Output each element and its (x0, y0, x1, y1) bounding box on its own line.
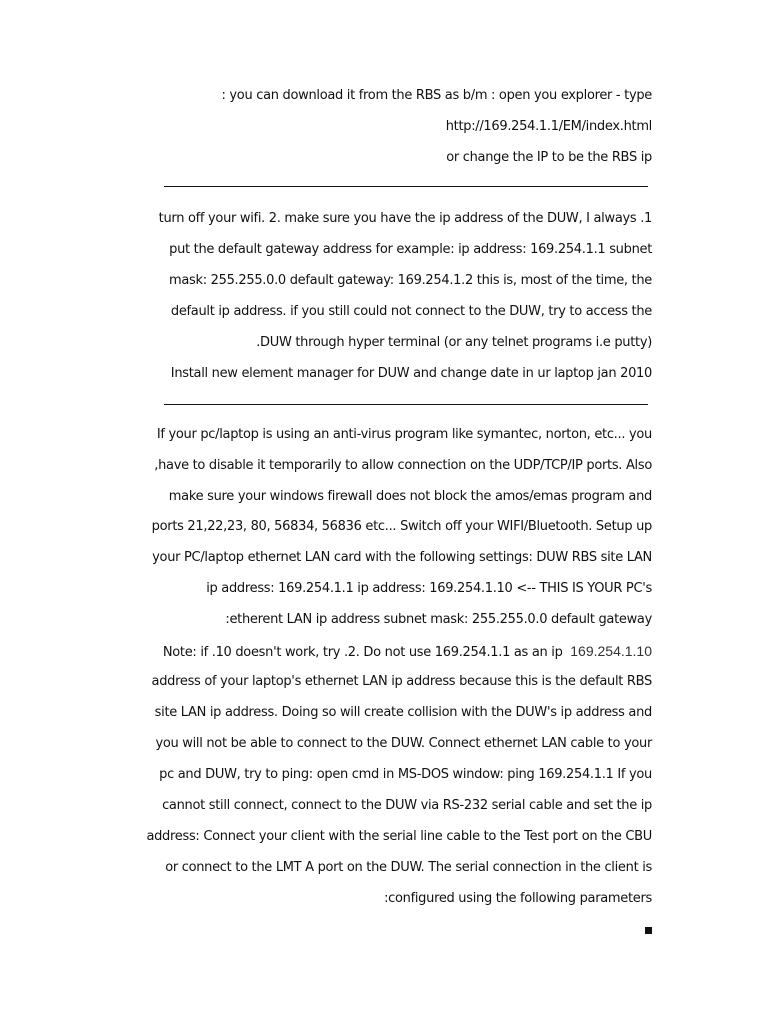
section3-line8 (163, 643, 652, 661)
section2-line4: default ip address. if you still could not connect to the DUW, try to access the (170, 304, 652, 319)
section3-line9: address of your laptop's ethernet LAN ip address because this is the default RBS (151, 674, 652, 689)
separator-rule (164, 404, 648, 405)
section3-line12: pc and DUW, try to ping: open cmd in MS-DOS window: ping 169.254.1.1 If you (159, 767, 652, 782)
section3-line15: or connect to the LMT A port on the DUW. The serial connection in the client is (165, 860, 652, 875)
section3-line5: your PC/laptop ethernet LAN card with the following settings: DUW RBS site LAN (152, 550, 652, 565)
section3-line8-text: Note: if .10 doesn't work, try .2. Do not use 169.254.1.1 as an ip (162, 645, 563, 660)
section1-line1: : you can download it from the RBS as b/m : open you explorer - type (221, 88, 652, 103)
section2-line5: .DUW through hyper terminal (or any telnet programs i.e putty) (256, 335, 652, 350)
section1-line3: or change the IP to be the RBS ip (446, 150, 652, 165)
section3-line14: address: Connect your client with the serial line cable to the Test port on the CBU (146, 829, 652, 844)
separator-rule (164, 186, 648, 187)
section3-line6: ip address: 169.254.1.1 ip address: 169.254.1.10 <-- THIS IS YOUR PC's (206, 581, 652, 596)
section3-line16: :configured using the following parameters (384, 891, 652, 906)
section2-line3: mask: 255.255.0.0 default gateway: 169.254.1.2 this is, most of the time, the (168, 273, 652, 288)
bullet-square-icon (645, 927, 652, 934)
section2-line1: turn off your wifi. 2. make sure you have the ip address of the DUW, I always .1 (158, 211, 652, 226)
section2-line6: Install new element manager for DUW and change date in ur laptop jan 2010 (170, 366, 652, 381)
section2-line2: put the default gateway address for example: ip address: 169.254.1.1 subnet (169, 242, 652, 257)
section3-line4: ports 21,22,23, 80, 56834, 56836 etc... Switch off your WIFI/Bluetooth. Setup up (151, 519, 652, 534)
section3-line11: you will not be able to connect to the DUW. Connect ethernet LAN cable to your (155, 736, 652, 751)
section1-url: http://169.254.1.1/EM/index.html (445, 119, 652, 134)
section3-line10: site LAN ip address. Doing so will create collision with the DUW's ip address and (154, 705, 652, 720)
section3-line1: If your pc/laptop is using an anti-virus program like symantec, norton, etc... you (156, 427, 652, 442)
section3-line2: ,have to disable it temporarily to allow connection on the UDP/TCP/IP ports. Also (154, 458, 652, 473)
section3-line8-ip: 169.254.1.10 (570, 643, 652, 659)
section3-line13: cannot still connect, connect to the DUW via RS-232 serial cable and set the ip (162, 798, 652, 813)
section3-line3: make sure your windows firewall does not block the amos/emas program and (168, 489, 652, 504)
section3-line7: :etherent LAN ip address subnet mask: 255.255.0.0 default gateway (225, 612, 652, 627)
